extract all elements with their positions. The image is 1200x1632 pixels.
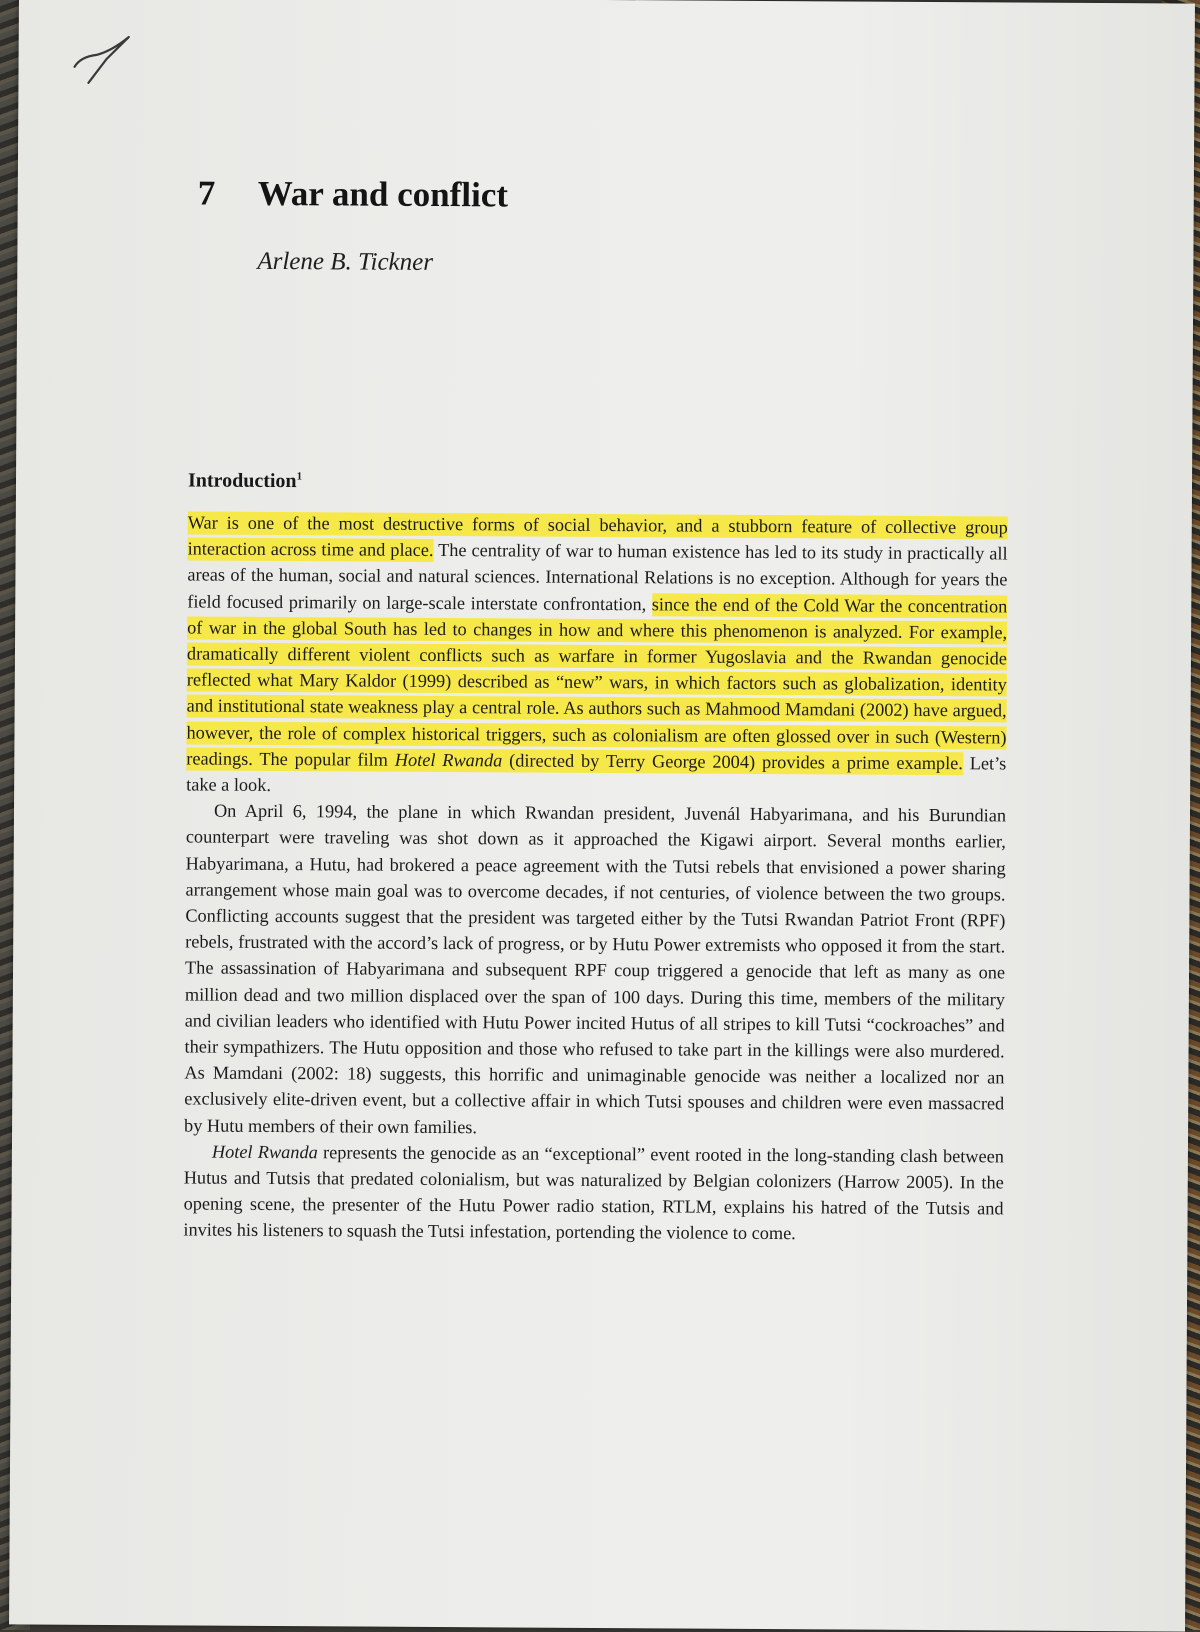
handwritten-margin-note [66, 27, 146, 87]
section-heading [188, 469, 302, 493]
highlighted-text: War is one of the most destructive forms of social behavior, and a stubborn feature of collective group interaction across time and place. [187, 512, 1008, 561]
section-title: Introduction [187, 469, 297, 493]
paragraph-3 [183, 1138, 1004, 1248]
document-page [9, 0, 1195, 1632]
paragraph-1 [186, 509, 1008, 802]
chapter-heading [198, 174, 508, 216]
paragraph-text: Let’s take a look. [186, 753, 1007, 796]
footnote-marker: 1 [296, 470, 303, 483]
film-title: Hotel Rwanda [394, 749, 503, 771]
paragraph-text: The centrality of war to human existence has led to its study in practically all areas of the human, social and natural sciences. International Relations is no exception. Although for years the field focused primarily on large-scale interstate confrontation, [187, 540, 1008, 614]
chapter-number: 7 [197, 173, 216, 213]
paragraph-text: represents the genocide as an “exceptional” event rooted in the long-standing clash between Hutus and Tutsis that predated colonialism, but was naturalized by Belgian colonizers (Harrow 2005). In the opening scene, the presenter of the Hutu Power radio station, RTLM, explains his hatred of the Tutsis and invites his listeners to squash the Tutsi infestation, portending the violence to come. [183, 1142, 1004, 1244]
chapter-author: Arlene B. Tickner [257, 247, 434, 276]
film-title: Hotel Rwanda [211, 1141, 318, 1163]
chapter-title: War and conflict [257, 173, 509, 215]
paragraph-text: since the end of the Cold War the concentration of war in the global South has led to changes in how and where this phenomenon is analyzed. For example, dramatically different violent conflicts such as warfare in former Yugoslavia and the Rwandan genocide reflected what Mary Kaldor (1999) described as “new” wars, in which factors such as globalization, identity and institutional state weakness play a central role. As authors such as Mahmood Mamdani (2002) have argued, however, the role of complex historical triggers, such as colonialism are often glossed over in such (Western) readings. The popular film [186, 593, 1008, 770]
body-text [183, 509, 1007, 1248]
paragraph-2: On April 6, 1994, the plane in which Rwandan president, Juvenál Habyarimana, and his Burundian counterpart were traveling was shot down as it approached the Kigawi airport. Several months earlier, Habyarimana, a Hutu, had brokered a peace agreement with the Tutsi rebels that envisioned a power sharing arrangement whose main goal was to overcome decades, if not centuries, of violence between the two groups. Conflicting accounts suggest that the president was targeted either by the Tutsi Rwandan Patriot Front (RPF) rebels, frustrated with the accord’s lack of progress, or by Hutu Power extremists who opposed it from the start. The assassination of Habyarimana and subsequent RPF coup triggered a genocide that left as many as one million dead and two million displaced over the span of 100 days. During this time, members of the military and civilian leaders who identified with Hutu Power incited Hutus of all stripes to kill Tutsi “cockroaches” and their sympathizers. The Hutu opposition and those who refused to take part in the killings were also murdered. As Mamdani (2002: 18) suggests, this horrific and unimaginable genocide was neither a localized nor an exclusively elite-driven event, but a collective affair in which Tutsi spouses and children were even massacred by Hutu members of their own families. [184, 800, 1007, 1137]
paragraph-text: (directed by Terry George 2004) provides a prime example. [502, 750, 963, 774]
highlighted-text [186, 593, 1007, 775]
